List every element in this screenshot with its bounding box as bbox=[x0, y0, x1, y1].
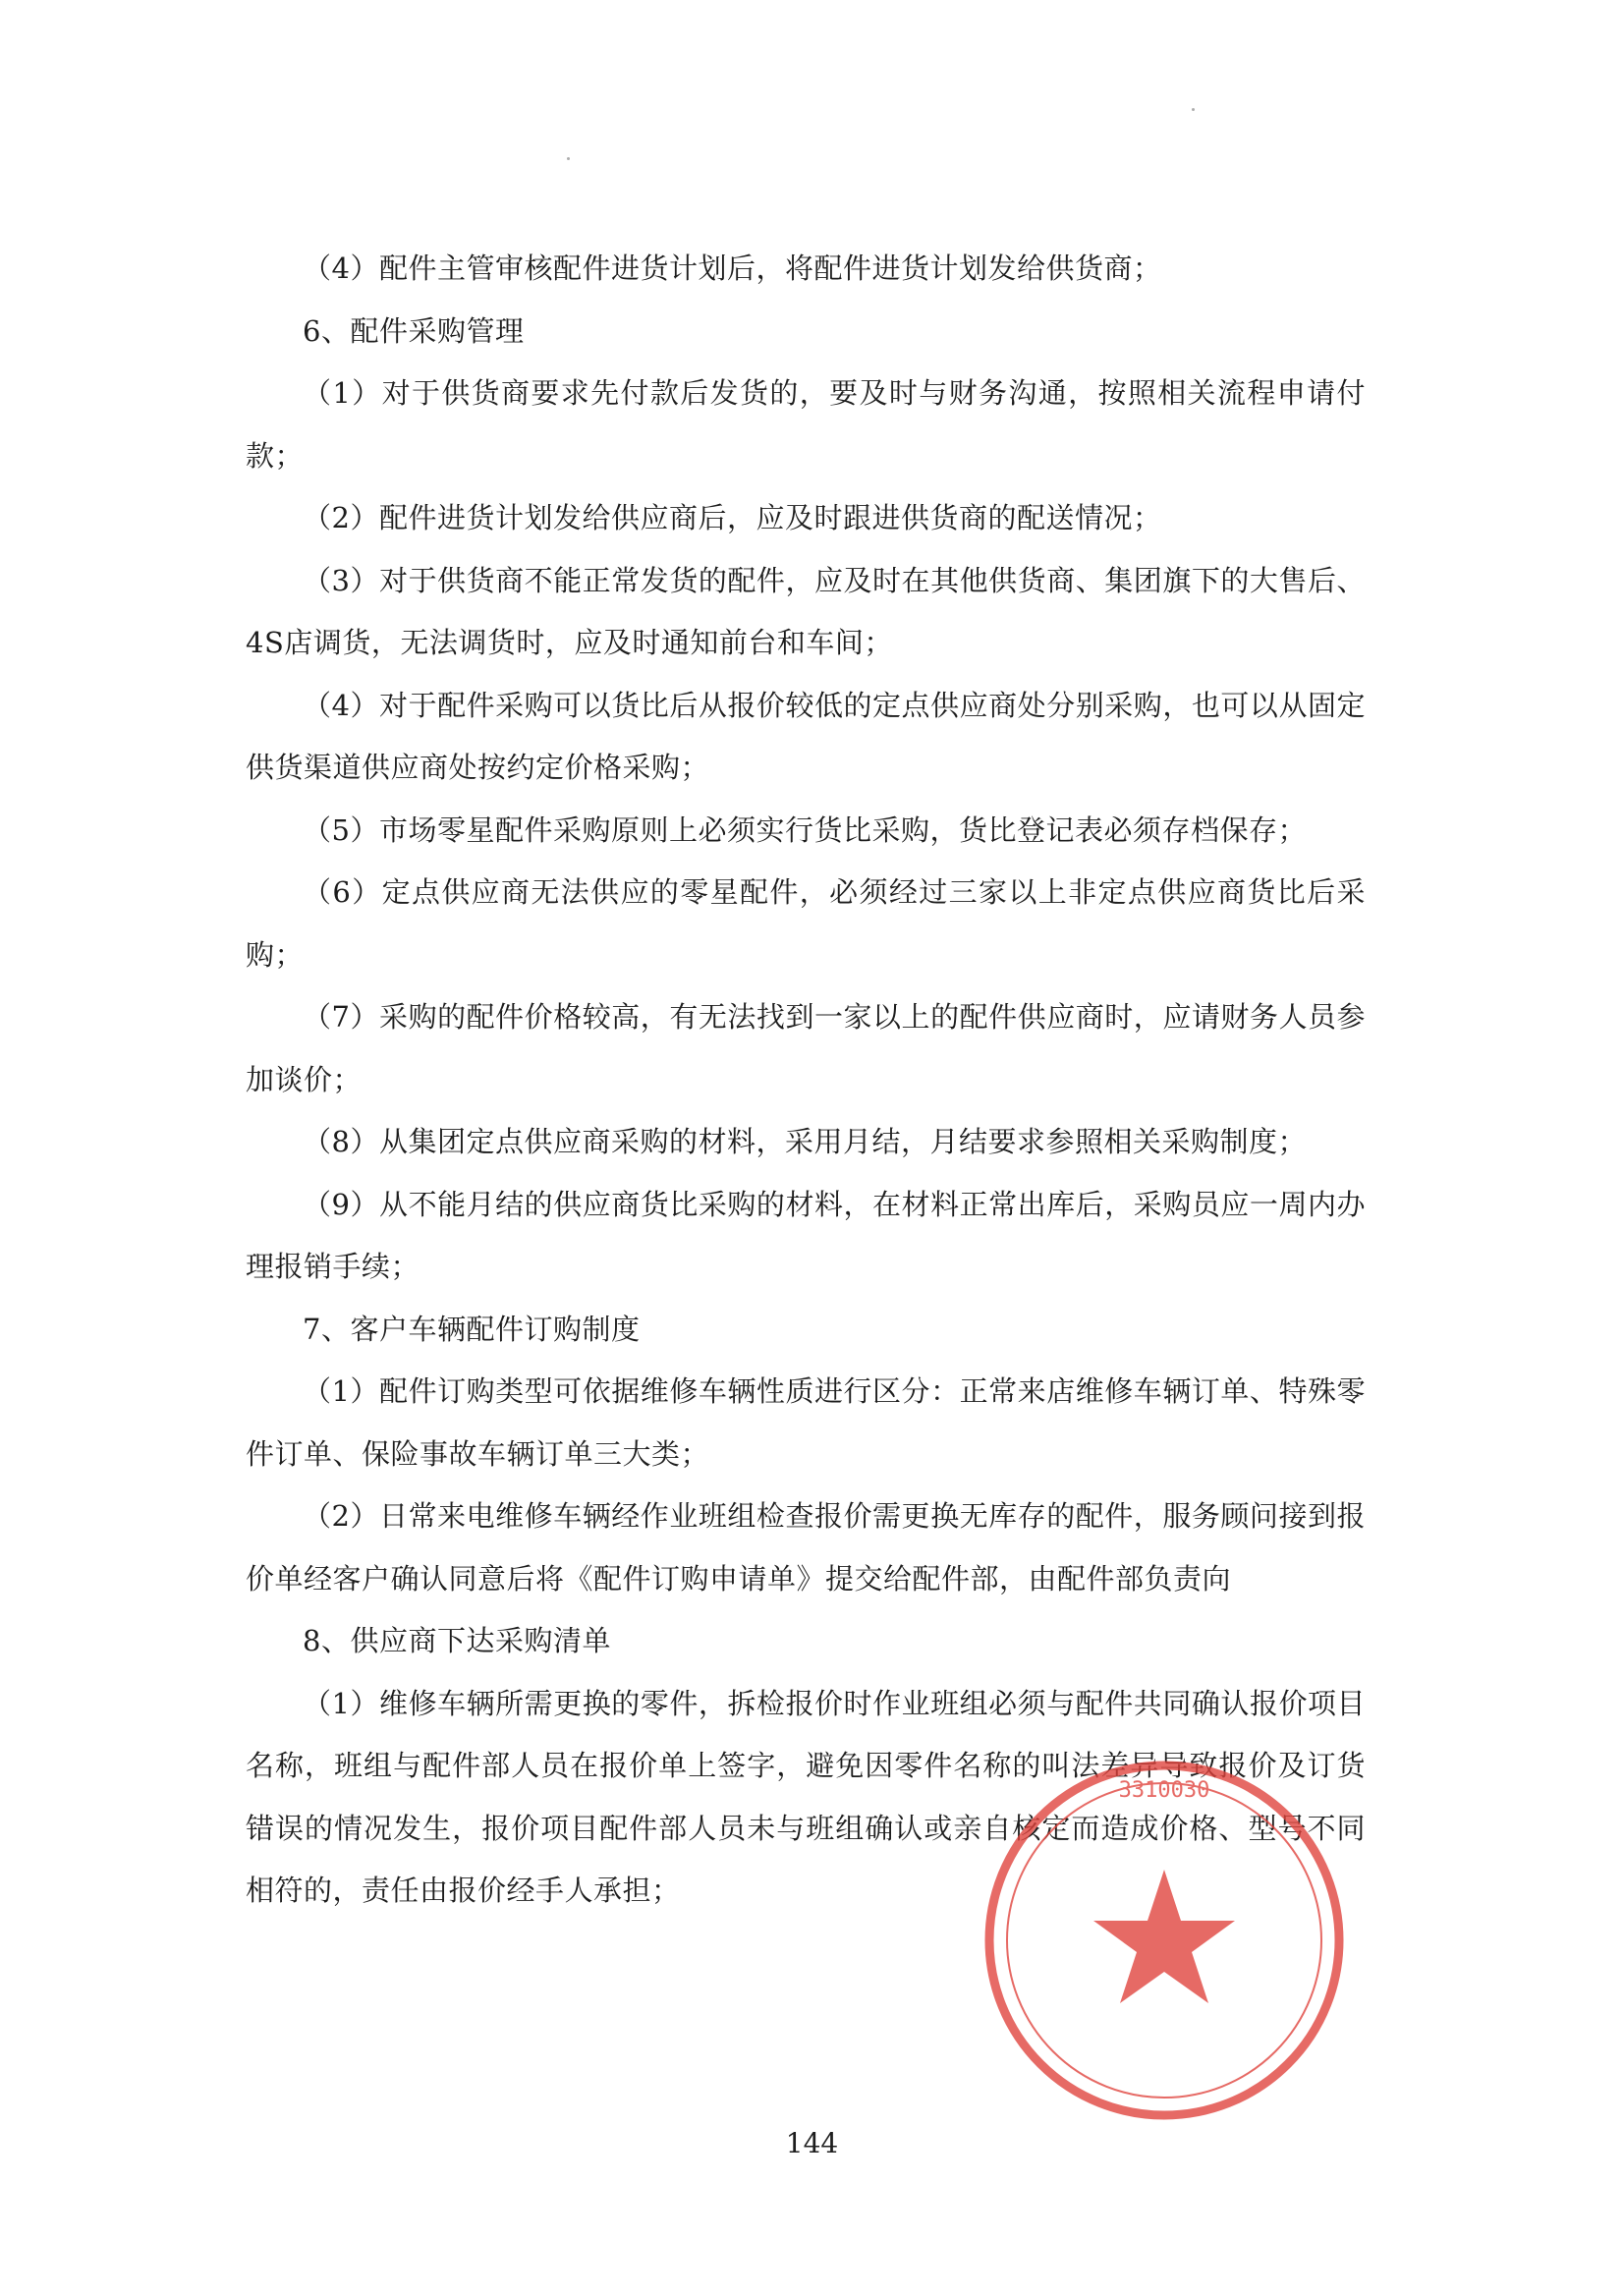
section-heading: 6、配件采购管理 bbox=[303, 313, 525, 348]
paragraph: （1）维修车辆所需更换的零件，拆检报价时作业班组必须与配件共同确认报价项目名称，班组与配件部人员在报价单上签字，避免因零件名称的叫法差异导致报价及订货错误的情况发生，报价项目配件部人员未与班组确认或亲自核定而造成价格、型号不同相符的，责任由报价经手人承担； bbox=[246, 1686, 1366, 1907]
paragraph: （2）日常来电维修车辆经作业班组检查报价需更换无库存的配件，服务顾问接到报价单经客户确认同意后将《配件订购申请单》提交给配件部，由配件部负责向 bbox=[246, 1499, 1366, 1595]
seal-number: 3310030 bbox=[1118, 1778, 1210, 1803]
paragraph: （8）从集团定点供应商采购的材料，采用月结，月结要求参照相关采购制度； bbox=[303, 1125, 1307, 1158]
page-number: 144 bbox=[785, 2127, 839, 2159]
section-heading: 7、客户车辆配件订购制度 bbox=[303, 1312, 641, 1346]
paragraph: （4）对于配件采购可以货比后从报价较低的定点供应商处分别采购，也可以从固定供货渠道供应商处按约定价格采购； bbox=[246, 688, 1366, 784]
body-text bbox=[246, 238, 1366, 1923]
paragraph: （7）采购的配件价格较高，有无法找到一家以上的配件供应商时，应请财务人员参加谈价； bbox=[246, 1000, 1366, 1096]
paragraph: （2）配件进货计划发给供应商后，应及时跟进供货商的配送情况； bbox=[303, 501, 1162, 534]
section-heading: 8、供应商下达采购清单 bbox=[303, 1624, 611, 1657]
paragraph: （3）对于供货商不能正常发货的配件，应及时在其他供货商、集团旗下的大售后、4S店调货，无法调货时，应及时通知前台和车间； bbox=[246, 563, 1366, 659]
paragraph: （1）配件订购类型可依据维修车辆性质进行区分：正常来店维修车辆订单、特殊零件订单、保险事故车辆订单三大类； bbox=[246, 1374, 1366, 1471]
paragraph: （6）定点供应商无法供应的零星配件，必须经过三家以上非定点供应商货比后采购； bbox=[246, 875, 1366, 972]
paragraph: （4）配件主管审核配件进货计划后，将配件进货计划发给供货商； bbox=[303, 252, 1162, 285]
scan-speck bbox=[567, 157, 570, 160]
paragraph: （9）从不能月结的供应商货比采购的材料，在材料正常出库后，采购员应一周内办理报销手续； bbox=[246, 1187, 1366, 1283]
paragraph: （5）市场零星配件采购原则上必须实行货比采购，货比登记表必须存档保存； bbox=[303, 812, 1307, 847]
paragraph: （1）对于供货商要求先付款后发货的，要及时与财务沟通，按照相关流程申请付款； bbox=[246, 376, 1366, 473]
scan-speck bbox=[1192, 108, 1195, 111]
